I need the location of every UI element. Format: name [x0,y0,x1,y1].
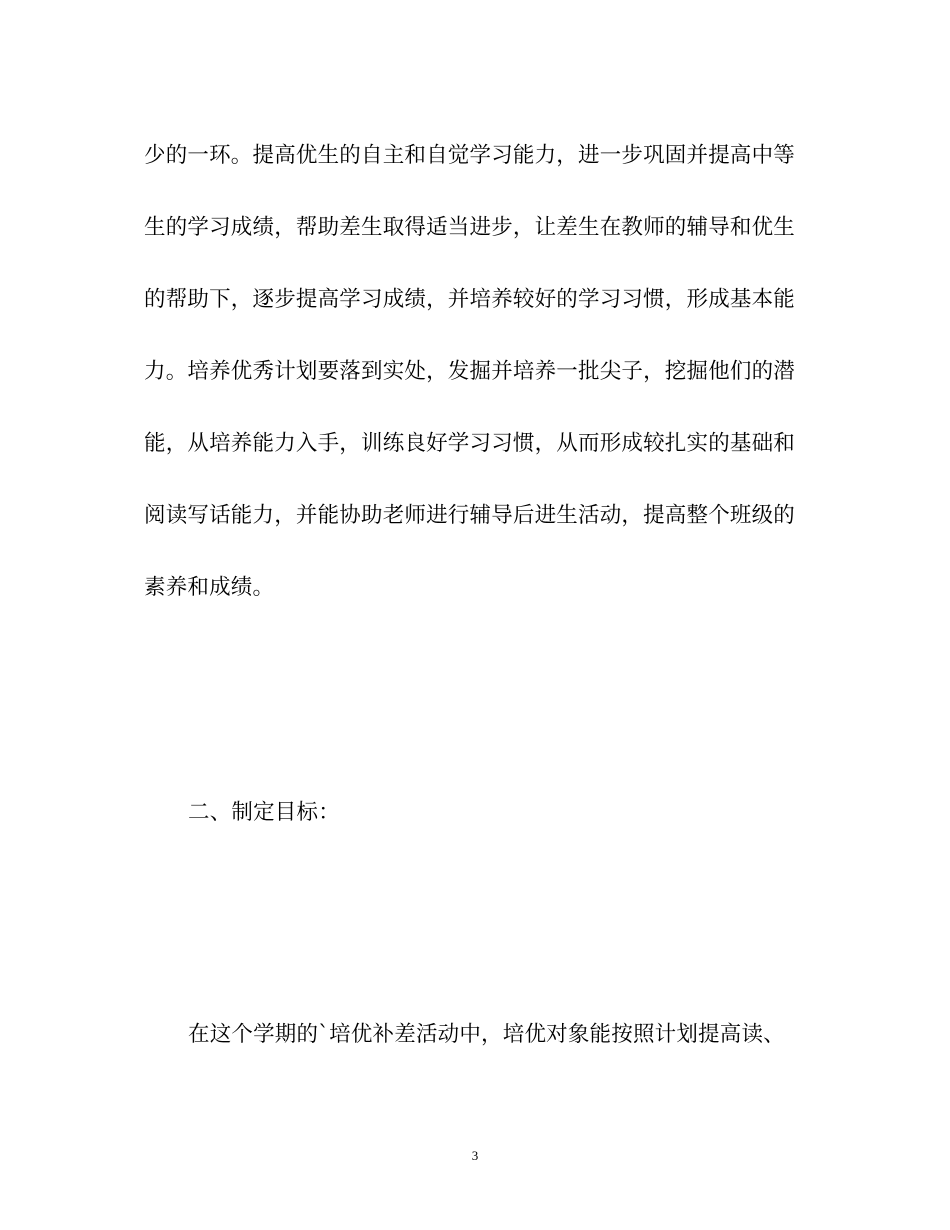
paragraph-line: 少的一环。提高优生的自主和自觉学习能力，进一步巩固并提高中等 [144,143,796,168]
section-heading: 二、制定目标： [188,800,340,825]
paragraph-line: 的帮助下，逐步提高学习成绩，并培养较好的学习习惯，形成基本能 [144,287,796,312]
page-number: 3 [471,1148,479,1163]
paragraph-line: 在这个学期的`培优补差活动中，培优对象能按照计划提高读、 [188,1022,785,1047]
paragraph-line: 生的学习成绩，帮助差生取得适当进步，让差生在教师的辅导和优生 [144,215,796,240]
paragraph-line: 阅读写话能力，并能协助老师进行辅导后进生活动，提高整个班级的 [144,503,796,528]
paragraph-line: 素养和成绩。 [144,575,275,600]
paragraph-line: 能，从培养能力入手，训练良好学习习惯，从而形成较扎实的基础和 [144,431,796,456]
paragraph-line: 力。培养优秀计划要落到实处，发掘并培养一批尖子，挖掘他们的潜 [144,359,796,384]
